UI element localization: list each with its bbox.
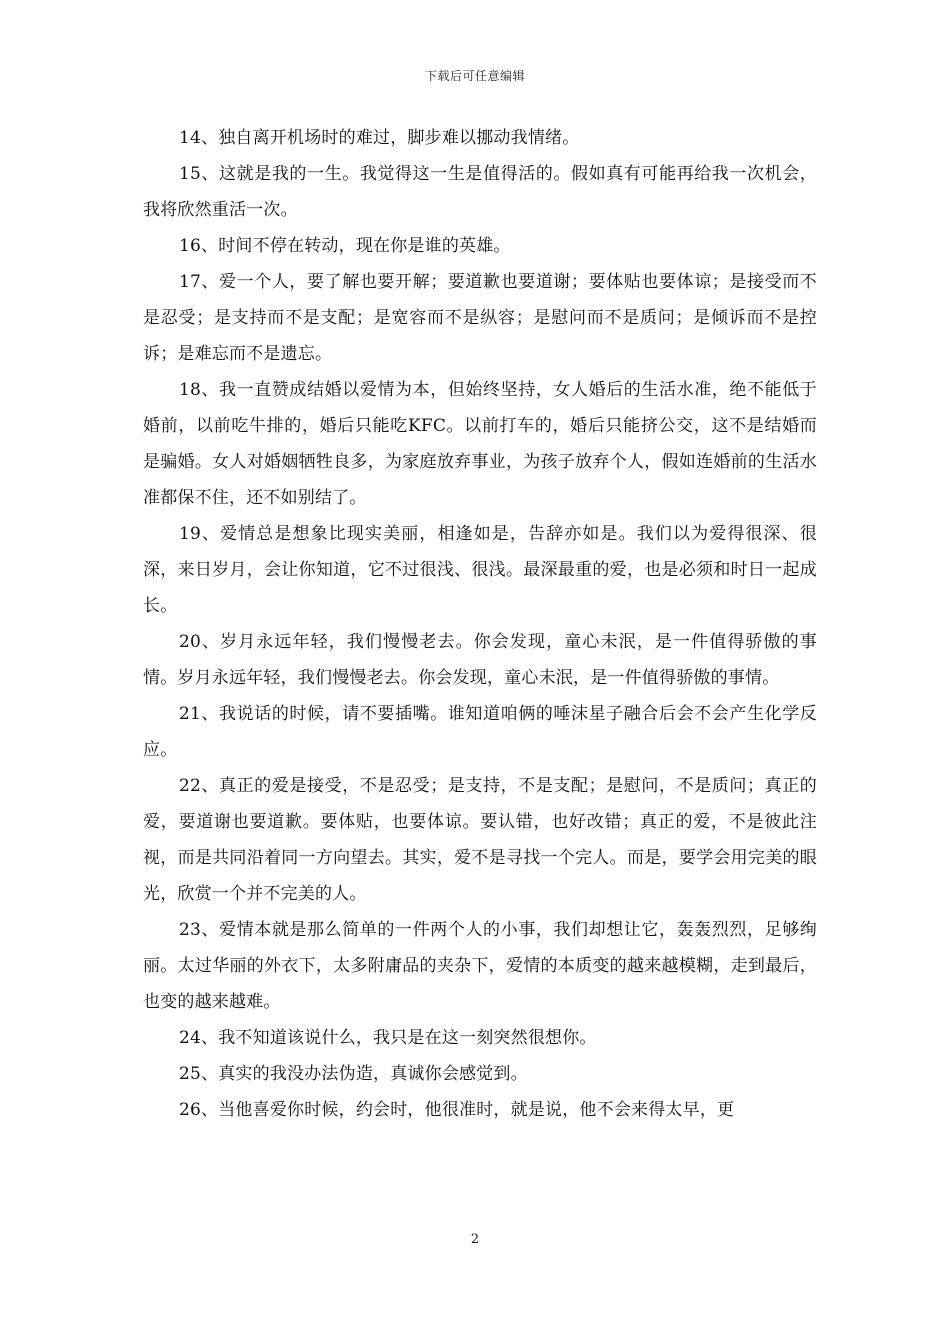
paragraph-20: 20、岁月永远年轻，我们慢慢老去。你会发现，童心未泯，是一件值得骄傲的事情。岁月永远年轻，我们慢慢老去。你会发现，童心未泯，是一件值得骄傲的事情。 <box>143 632 817 688</box>
page-header: 下载后可任意编辑 <box>424 69 525 83</box>
paragraph-15: 15、这就是我的一生。我觉得这一生是值得活的。假如真有可能再给我一次机会，我将欣然重活一次。 <box>143 164 817 220</box>
paragraph-17: 17、爱一个人，要了解也要开解；要道歉也要道谢；要体贴也要体谅；是接受而不是忍受；是支持而不是支配；是宽容而不是纵容；是慰问而不是质问；是倾诉而不是控诉；是难忘而不是遗忘。 <box>143 272 817 364</box>
paragraph-18: 18、我一直赞成结婚以爱情为本，但始终坚持，女人婚后的生活水准，绝不能低于婚前，以前吃牛排的，婚后只能吃KFC。以前打车的，婚后只能挤公交，这不是结婚而是骗婚。女人对婚姻牺牲良多，为家庭放弃事业，为孩子放弃个人，假如连婚前的生活水准都保不住，还不如别结了。 <box>143 380 817 508</box>
paragraph-21: 21、我说话的时候，请不要插嘴。谁知道咱俩的唾沫星子融合后会不会产生化学反应。 <box>143 704 817 760</box>
paragraph-19: 19、爱情总是想象比现实美丽，相逢如是，告辞亦如是。我们以为爱得很深、很深，来日岁月，会让你知道，它不过很浅、很浅。最深最重的爱，也是必须和时日一起成长。 <box>143 524 817 616</box>
paragraph-14: 14、独自离开机场时的难过，脚步难以挪动我情绪。 <box>179 128 580 148</box>
document-body <box>143 120 817 1128</box>
paragraph-26: 26、当他喜爱你时候，约会时，他很准时，就是说，他不会来得太早，更 <box>179 1100 735 1120</box>
paragraph-22: 22、真正的爱是接受，不是忍受；是支持，不是支配；是慰问，不是质问；真正的爱，要道谢也要道歉。要体贴，也要体谅。要认错，也好改错；真正的爱，不是彼此注视，而是共同沿着同一方向望去。其实，爱不是寻找一个完人。而是，要学会用完美的眼光，欣赏一个并不完美的人。 <box>143 776 817 904</box>
paragraph-24: 24、我不知道该说什么，我只是在这一刻突然很想你。 <box>179 1028 597 1048</box>
paragraph-16: 16、时间不停在转动，现在你是谁的英雄。 <box>179 236 511 256</box>
paragraph-25: 25、真实的我没办法伪造，真诚你会感觉到。 <box>179 1064 528 1084</box>
page-number: 2 <box>470 1232 480 1247</box>
paragraph-23: 23、爱情本就是那么简单的一件两个人的小事，我们却想让它，轰轰烈烈，足够绚丽。太过华丽的外衣下，太多附庸品的夹杂下，爱情的本质变的越来越模糊，走到最后，也变的越来越难。 <box>143 920 817 1012</box>
